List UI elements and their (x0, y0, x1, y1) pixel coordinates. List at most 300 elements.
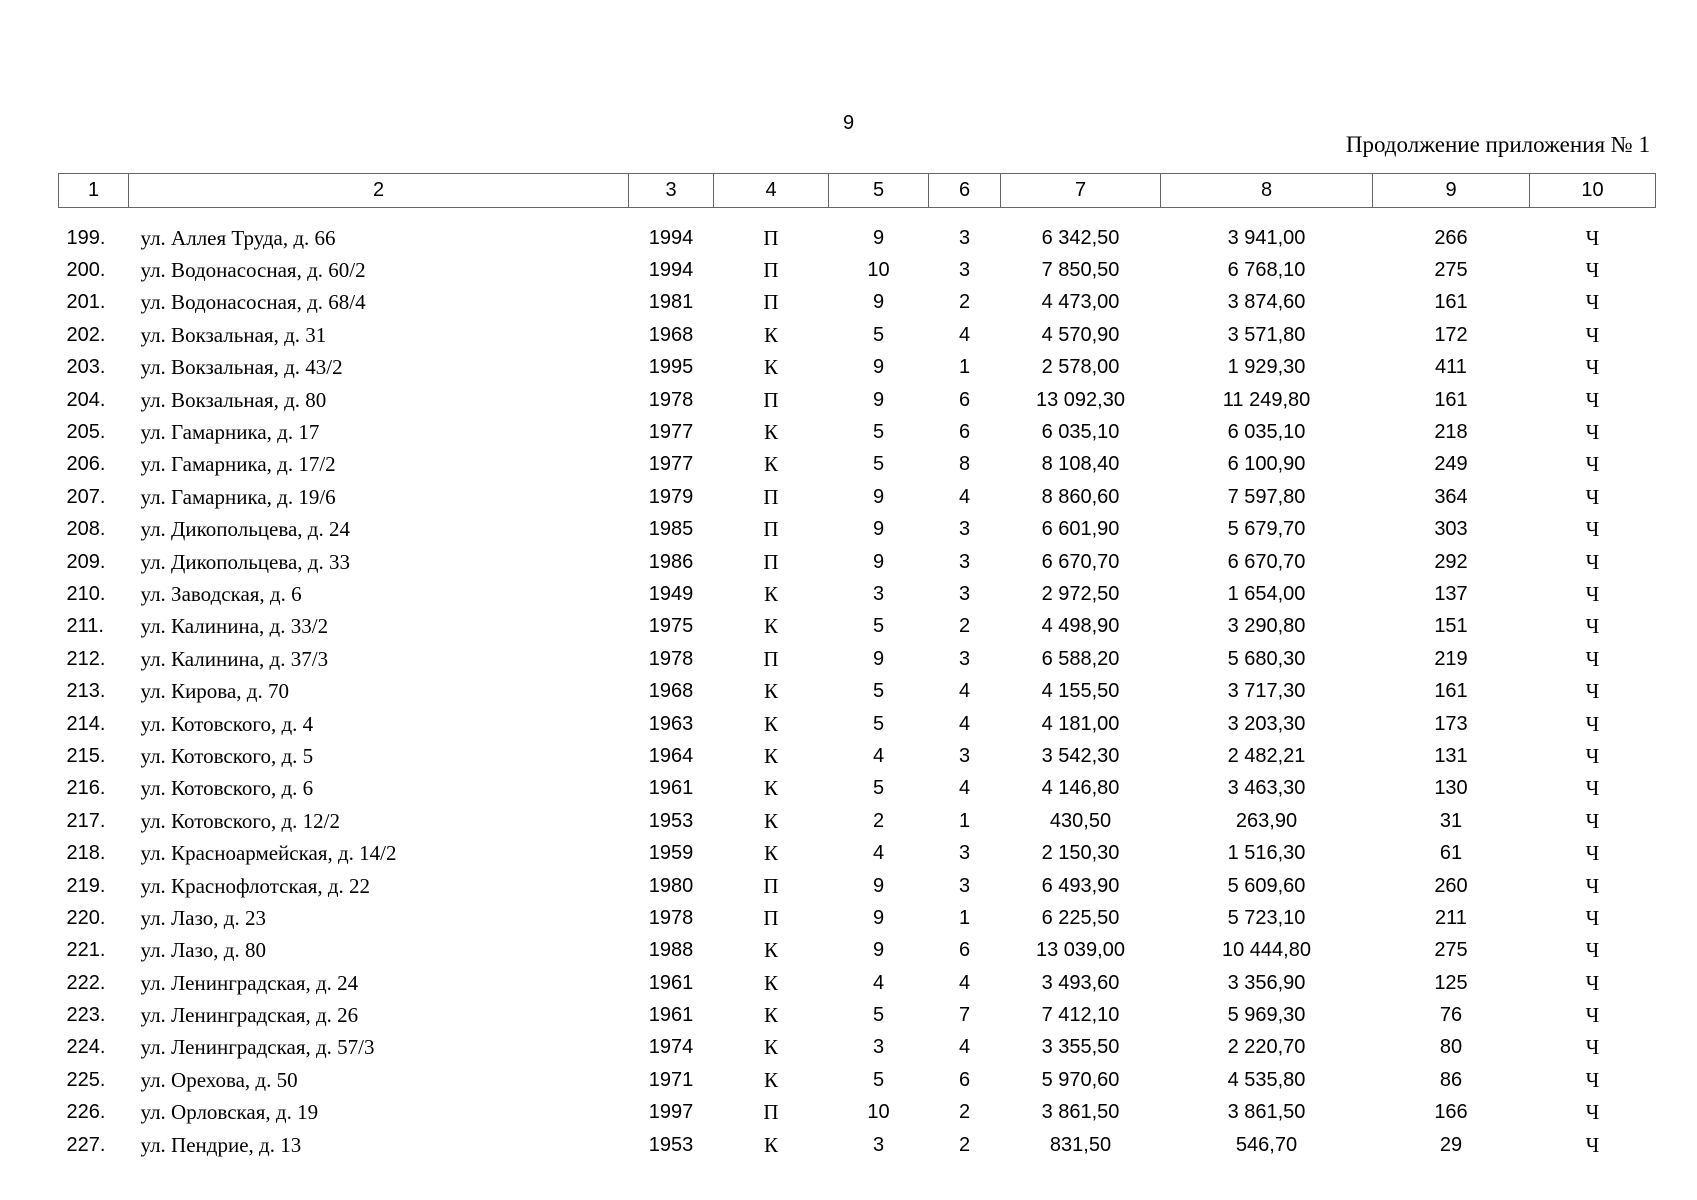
cell-residents: 161 (1434, 680, 1468, 703)
cell-residents: 161 (1434, 388, 1468, 411)
cell-wall-material: П (763, 484, 779, 509)
cell-row-number: 212. (66, 647, 106, 670)
cell-floors: 5 (872, 323, 885, 346)
cell-year-built: 1971 (648, 1068, 694, 1091)
column-header: 10 (1530, 174, 1656, 208)
cell-floors: 5 (872, 453, 885, 476)
column-header: 8 (1161, 174, 1373, 208)
cell-year-built: 1961 (648, 777, 694, 800)
cell-row-number: 204. (66, 388, 106, 411)
cell-entrances: 3 (958, 842, 971, 865)
cell-ownership: Ч (1585, 581, 1600, 606)
table-row (59, 1097, 1656, 1129)
table-row (59, 967, 1656, 999)
cell-floors: 5 (872, 421, 885, 444)
cell-entrances: 1 (958, 906, 971, 929)
cell-entrances: 4 (958, 485, 971, 508)
cell-entrances: 6 (958, 388, 971, 411)
table-row (59, 805, 1656, 837)
cell-ownership: Ч (1585, 1035, 1600, 1060)
cell-total-area: 8 860,60 (1041, 485, 1120, 508)
cell-floors: 10 (867, 259, 890, 282)
cell-year-built: 1963 (648, 712, 694, 735)
cell-ownership: Ч (1585, 808, 1600, 833)
cell-total-area: 430,50 (1049, 809, 1112, 832)
cell-year-built: 1978 (648, 906, 694, 929)
cell-total-area: 2 150,30 (1041, 842, 1120, 865)
cell-year-built: 1994 (648, 226, 694, 249)
cell-residents: 161 (1434, 291, 1468, 314)
cell-wall-material: П (763, 646, 779, 671)
cell-living-area: 5 969,30 (1227, 1004, 1306, 1027)
cell-residents: 275 (1434, 939, 1468, 962)
cell-address: ул. Ленинградская, д. 26 (140, 1003, 359, 1028)
cell-residents: 137 (1434, 582, 1468, 605)
cell-floors: 2 (872, 809, 885, 832)
cell-living-area: 4 535,80 (1227, 1068, 1306, 1091)
cell-ownership: Ч (1585, 646, 1600, 671)
table-row (59, 449, 1656, 481)
cell-ownership: Ч (1585, 517, 1600, 542)
cell-total-area: 4 155,50 (1041, 680, 1120, 703)
cell-ownership: Ч (1585, 905, 1600, 930)
cell-wall-material: К (763, 1035, 778, 1060)
table-row (59, 870, 1656, 902)
cell-year-built: 1975 (648, 615, 694, 638)
cell-ownership: Ч (1585, 1067, 1600, 1092)
cell-address: ул. Лазо, д. 23 (140, 905, 266, 930)
cell-wall-material: К (763, 841, 778, 866)
column-header: 7 (1001, 174, 1161, 208)
cell-total-area: 6 225,50 (1041, 906, 1120, 929)
table-row (59, 352, 1656, 384)
cell-wall-material: П (763, 290, 779, 315)
cell-row-number: 225. (66, 1068, 106, 1091)
cell-address: ул. Гамарника, д. 17/2 (140, 452, 336, 477)
cell-wall-material: К (763, 452, 778, 477)
cell-living-area: 6 035,10 (1227, 421, 1306, 444)
cell-entrances: 4 (958, 777, 971, 800)
cell-floors: 4 (872, 971, 885, 994)
cell-total-area: 6 035,10 (1041, 421, 1120, 444)
cell-entrances: 3 (958, 647, 971, 670)
table-row (59, 675, 1656, 707)
table-row (59, 514, 1656, 546)
cell-address: ул. Ленинградская, д. 24 (140, 970, 359, 995)
cell-living-area: 3 571,80 (1227, 323, 1306, 346)
cell-residents: 292 (1434, 550, 1468, 573)
cell-row-number: 227. (66, 1133, 106, 1156)
cell-address: ул. Котовского, д. 12/2 (140, 808, 340, 833)
cell-ownership: Ч (1585, 679, 1600, 704)
cell-floors: 5 (872, 777, 885, 800)
cell-wall-material: П (763, 225, 779, 250)
cell-wall-material: К (763, 711, 778, 736)
cell-total-area: 4 181,00 (1041, 712, 1120, 735)
cell-entrances: 3 (958, 259, 971, 282)
page-number: 9 (842, 112, 855, 134)
cell-year-built: 1978 (648, 647, 694, 670)
cell-year-built: 1961 (648, 971, 694, 994)
cell-ownership: Ч (1585, 938, 1600, 963)
cell-residents: 130 (1434, 777, 1468, 800)
cell-residents: 219 (1434, 647, 1468, 670)
cell-total-area: 7 850,50 (1041, 259, 1120, 282)
cell-year-built: 1985 (648, 518, 694, 541)
cell-year-built: 1977 (648, 453, 694, 476)
cell-entrances: 1 (958, 809, 971, 832)
cell-wall-material: П (763, 517, 779, 542)
table-row (59, 999, 1656, 1031)
cell-address: ул. Орловская, д. 19 (140, 1100, 319, 1125)
cell-wall-material: П (763, 1100, 779, 1125)
cell-address: ул. Ленинградская, д. 57/3 (140, 1035, 375, 1060)
cell-total-area: 13 039,00 (1036, 939, 1125, 962)
cell-wall-material: К (763, 1067, 778, 1092)
cell-floors: 5 (872, 680, 885, 703)
cell-residents: 249 (1434, 453, 1468, 476)
cell-living-area: 7 597,80 (1227, 485, 1306, 508)
column-header: 4 (714, 174, 829, 208)
cell-entrances: 3 (958, 518, 971, 541)
cell-entrances: 1 (958, 356, 971, 379)
cell-living-area: 3 861,50 (1227, 1101, 1306, 1124)
cell-address: ул. Краснофлотская, д. 22 (140, 873, 371, 898)
cell-row-number: 217. (66, 809, 106, 832)
cell-total-area: 6 342,50 (1041, 226, 1120, 249)
cell-floors: 9 (872, 226, 885, 249)
cell-row-number: 213. (66, 680, 106, 703)
cell-floors: 9 (872, 550, 885, 573)
cell-year-built: 1995 (648, 356, 694, 379)
buildings-table (58, 173, 1656, 1161)
cell-year-built: 1997 (648, 1101, 694, 1124)
cell-ownership: Ч (1585, 970, 1600, 995)
cell-year-built: 1977 (648, 421, 694, 444)
cell-year-built: 1959 (648, 842, 694, 865)
cell-row-number: 208. (66, 518, 106, 541)
cell-address: ул. Лазо, д. 80 (140, 938, 266, 963)
table-header-row (59, 174, 1656, 208)
cell-entrances: 4 (958, 323, 971, 346)
cell-row-number: 222. (66, 971, 106, 994)
table-row (59, 643, 1656, 675)
table-row (59, 935, 1656, 967)
cell-year-built: 1994 (648, 259, 694, 282)
table-row (59, 578, 1656, 610)
cell-floors: 9 (872, 356, 885, 379)
cell-ownership: Ч (1585, 1132, 1600, 1157)
cell-entrances: 2 (958, 1133, 971, 1156)
cell-year-built: 1988 (648, 939, 694, 962)
cell-entrances: 8 (958, 453, 971, 476)
cell-ownership: Ч (1585, 420, 1600, 445)
cell-ownership: Ч (1585, 776, 1600, 801)
cell-total-area: 3 355,50 (1041, 1036, 1120, 1059)
cell-residents: 173 (1434, 712, 1468, 735)
cell-living-area: 3 356,90 (1227, 971, 1306, 994)
cell-total-area: 3 861,50 (1041, 1101, 1120, 1124)
cell-row-number: 220. (66, 906, 106, 929)
cell-ownership: Ч (1585, 452, 1600, 477)
cell-year-built: 1961 (648, 1004, 694, 1027)
cell-living-area: 5 723,10 (1227, 906, 1306, 929)
cell-row-number: 203. (66, 356, 106, 379)
cell-residents: 131 (1434, 744, 1468, 767)
column-header: 1 (59, 174, 129, 208)
cell-entrances: 3 (958, 582, 971, 605)
cell-year-built: 1981 (648, 291, 694, 314)
cell-wall-material: К (763, 355, 778, 380)
cell-ownership: Ч (1585, 225, 1600, 250)
cell-total-area: 6 493,90 (1041, 874, 1120, 897)
cell-year-built: 1986 (648, 550, 694, 573)
cell-entrances: 3 (958, 744, 971, 767)
cell-floors: 3 (872, 1036, 885, 1059)
table-row (59, 902, 1656, 934)
cell-row-number: 221. (66, 939, 106, 962)
cell-address: ул. Котовского, д. 6 (140, 776, 314, 801)
cell-total-area: 2 578,00 (1041, 356, 1120, 379)
column-header: 6 (929, 174, 1001, 208)
cell-entrances: 4 (958, 1036, 971, 1059)
table-row (59, 546, 1656, 578)
cell-total-area: 7 412,10 (1041, 1004, 1120, 1027)
cell-year-built: 1979 (648, 485, 694, 508)
cell-living-area: 10 444,80 (1222, 939, 1311, 962)
cell-residents: 29 (1439, 1133, 1463, 1156)
cell-residents: 211 (1435, 906, 1467, 929)
cell-ownership: Ч (1585, 549, 1600, 574)
cell-wall-material: П (763, 258, 779, 283)
cell-total-area: 4 146,80 (1041, 777, 1120, 800)
cell-address: ул. Гамарника, д. 17 (140, 420, 320, 445)
table-row (59, 1032, 1656, 1064)
cell-living-area: 5 680,30 (1227, 647, 1306, 670)
cell-wall-material: К (763, 420, 778, 445)
cell-ownership: Ч (1585, 841, 1600, 866)
cell-row-number: 199. (66, 226, 106, 249)
cell-wall-material: К (763, 614, 778, 639)
cell-living-area: 3 874,60 (1227, 291, 1306, 314)
table-row (59, 611, 1656, 643)
cell-total-area: 4 498,90 (1041, 615, 1120, 638)
cell-entrances: 3 (958, 226, 971, 249)
cell-row-number: 224. (66, 1036, 106, 1059)
cell-wall-material: К (763, 679, 778, 704)
cell-address: ул. Пендрие, д. 13 (140, 1132, 302, 1157)
cell-living-area: 3 717,30 (1227, 680, 1306, 703)
cell-address: ул. Вокзальная, д. 31 (140, 322, 327, 347)
cell-row-number: 205. (66, 421, 106, 444)
cell-entrances: 6 (958, 421, 971, 444)
cell-floors: 4 (872, 842, 885, 865)
cell-row-number: 218. (66, 842, 106, 865)
cell-year-built: 1968 (648, 680, 694, 703)
cell-entrances: 6 (958, 939, 971, 962)
cell-floors: 9 (872, 485, 885, 508)
cell-ownership: Ч (1585, 258, 1600, 283)
cell-entrances: 2 (958, 291, 971, 314)
cell-total-area: 8 108,40 (1041, 453, 1120, 476)
cell-ownership: Ч (1585, 873, 1600, 898)
cell-total-area: 3 493,60 (1041, 971, 1120, 994)
cell-floors: 9 (872, 388, 885, 411)
cell-wall-material: К (763, 743, 778, 768)
cell-address: ул. Орехова, д. 50 (140, 1067, 298, 1092)
cell-row-number: 207. (66, 485, 106, 508)
cell-floors: 5 (872, 1004, 885, 1027)
cell-year-built: 1949 (648, 582, 694, 605)
cell-entrances: 2 (958, 615, 971, 638)
cell-address: ул. Дикопольцева, д. 24 (140, 517, 350, 542)
table-row (59, 319, 1656, 351)
cell-wall-material: К (763, 808, 778, 833)
cell-floors: 9 (872, 874, 885, 897)
cell-address: ул. Аллея Труда, д. 66 (140, 225, 336, 250)
cell-row-number: 206. (66, 453, 106, 476)
cell-row-number: 200. (66, 259, 106, 282)
cell-residents: 364 (1434, 485, 1468, 508)
cell-living-area: 5 609,60 (1227, 874, 1306, 897)
cell-living-area: 546,70 (1235, 1133, 1298, 1156)
cell-total-area: 4 473,00 (1041, 291, 1120, 314)
cell-residents: 61 (1439, 842, 1463, 865)
cell-row-number: 219. (66, 874, 106, 897)
cell-row-number: 214. (66, 712, 106, 735)
cell-residents: 86 (1439, 1068, 1463, 1091)
cell-total-area: 831,50 (1049, 1133, 1112, 1156)
table-row (59, 1064, 1656, 1096)
column-header: 5 (829, 174, 929, 208)
cell-total-area: 3 542,30 (1041, 744, 1120, 767)
cell-living-area: 6 100,90 (1227, 453, 1306, 476)
cell-floors: 9 (872, 518, 885, 541)
cell-wall-material: К (763, 1132, 778, 1157)
cell-total-area: 13 092,30 (1036, 388, 1125, 411)
cell-entrances: 6 (958, 1068, 971, 1091)
cell-address: ул. Котовского, д. 5 (140, 743, 314, 768)
cell-row-number: 211. (66, 615, 104, 638)
column-header: 9 (1373, 174, 1530, 208)
cell-year-built: 1953 (648, 809, 694, 832)
cell-address: ул. Калинина, д. 37/3 (140, 646, 329, 671)
cell-address: ул. Калинина, д. 33/2 (140, 614, 329, 639)
table-row (59, 416, 1656, 448)
cell-ownership: Ч (1585, 290, 1600, 315)
cell-wall-material: К (763, 776, 778, 801)
cell-total-area: 2 972,50 (1041, 582, 1120, 605)
cell-residents: 266 (1434, 226, 1468, 249)
cell-living-area: 263,90 (1235, 809, 1298, 832)
cell-ownership: Ч (1585, 355, 1600, 380)
table-body (59, 208, 1656, 1162)
cell-row-number: 202. (66, 323, 106, 346)
table-row (59, 837, 1656, 869)
cell-address: ул. Вокзальная, д. 43/2 (140, 355, 343, 380)
cell-ownership: Ч (1585, 387, 1600, 412)
cell-year-built: 1953 (648, 1133, 694, 1156)
cell-entrances: 4 (958, 712, 971, 735)
cell-floors: 9 (872, 906, 885, 929)
cell-floors: 4 (872, 744, 885, 767)
cell-entrances: 2 (958, 1101, 971, 1124)
cell-total-area: 6 601,90 (1041, 518, 1120, 541)
cell-address: ул. Гамарника, д. 19/6 (140, 484, 336, 509)
cell-address: ул. Водонасосная, д. 60/2 (140, 258, 366, 283)
cell-wall-material: К (763, 938, 778, 963)
cell-address: ул. Котовского, д. 4 (140, 711, 314, 736)
cell-total-area: 6 588,20 (1041, 647, 1120, 670)
cell-floors: 3 (872, 1133, 885, 1156)
cell-address: ул. Водонасосная, д. 68/4 (140, 290, 366, 315)
cell-wall-material: К (763, 581, 778, 606)
cell-row-number: 201. (66, 291, 106, 314)
cell-entrances: 7 (958, 1004, 971, 1027)
cell-floors: 9 (872, 939, 885, 962)
cell-ownership: Ч (1585, 484, 1600, 509)
cell-living-area: 2 482,21 (1227, 744, 1306, 767)
cell-year-built: 1968 (648, 323, 694, 346)
table-row (59, 287, 1656, 319)
column-header: 3 (629, 174, 714, 208)
cell-total-area: 5 970,60 (1041, 1068, 1120, 1091)
cell-living-area: 3 463,30 (1227, 777, 1306, 800)
cell-ownership: Ч (1585, 711, 1600, 736)
cell-residents: 260 (1434, 874, 1468, 897)
cell-floors: 5 (872, 712, 885, 735)
cell-floors: 9 (872, 291, 885, 314)
cell-living-area: 5 679,70 (1227, 518, 1306, 541)
column-header: 2 (129, 174, 629, 208)
appendix-continuation-title: Продолжение приложения № 1 (1345, 132, 1650, 157)
cell-wall-material: П (763, 549, 779, 574)
cell-living-area: 3 290,80 (1227, 615, 1306, 638)
cell-living-area: 2 220,70 (1227, 1036, 1306, 1059)
cell-living-area: 6 670,70 (1227, 550, 1306, 573)
cell-entrances: 4 (958, 971, 971, 994)
cell-residents: 31 (1439, 809, 1463, 832)
table-row (59, 384, 1656, 416)
cell-wall-material: П (763, 873, 779, 898)
table-row (59, 1129, 1656, 1161)
cell-residents: 172 (1434, 323, 1468, 346)
cell-ownership: Ч (1585, 1100, 1600, 1125)
cell-floors: 9 (872, 647, 885, 670)
cell-total-area: 6 670,70 (1041, 550, 1120, 573)
cell-year-built: 1964 (648, 744, 694, 767)
cell-residents: 303 (1434, 518, 1468, 541)
cell-entrances: 4 (958, 680, 971, 703)
cell-residents: 80 (1439, 1036, 1463, 1059)
cell-wall-material: П (763, 905, 779, 930)
cell-floors: 5 (872, 1068, 885, 1091)
cell-wall-material: К (763, 1003, 778, 1028)
table-row (59, 773, 1656, 805)
table-row (59, 208, 1656, 255)
cell-living-area: 6 768,10 (1227, 259, 1306, 282)
cell-ownership: Ч (1585, 743, 1600, 768)
cell-residents: 151 (1434, 615, 1468, 638)
cell-year-built: 1974 (648, 1036, 694, 1059)
cell-entrances: 3 (958, 874, 971, 897)
cell-living-area: 1 929,30 (1227, 356, 1306, 379)
cell-row-number: 223. (66, 1004, 106, 1027)
cell-floors: 10 (867, 1101, 890, 1124)
cell-living-area: 3 203,30 (1227, 712, 1306, 735)
table-row (59, 708, 1656, 740)
cell-ownership: Ч (1585, 614, 1600, 639)
